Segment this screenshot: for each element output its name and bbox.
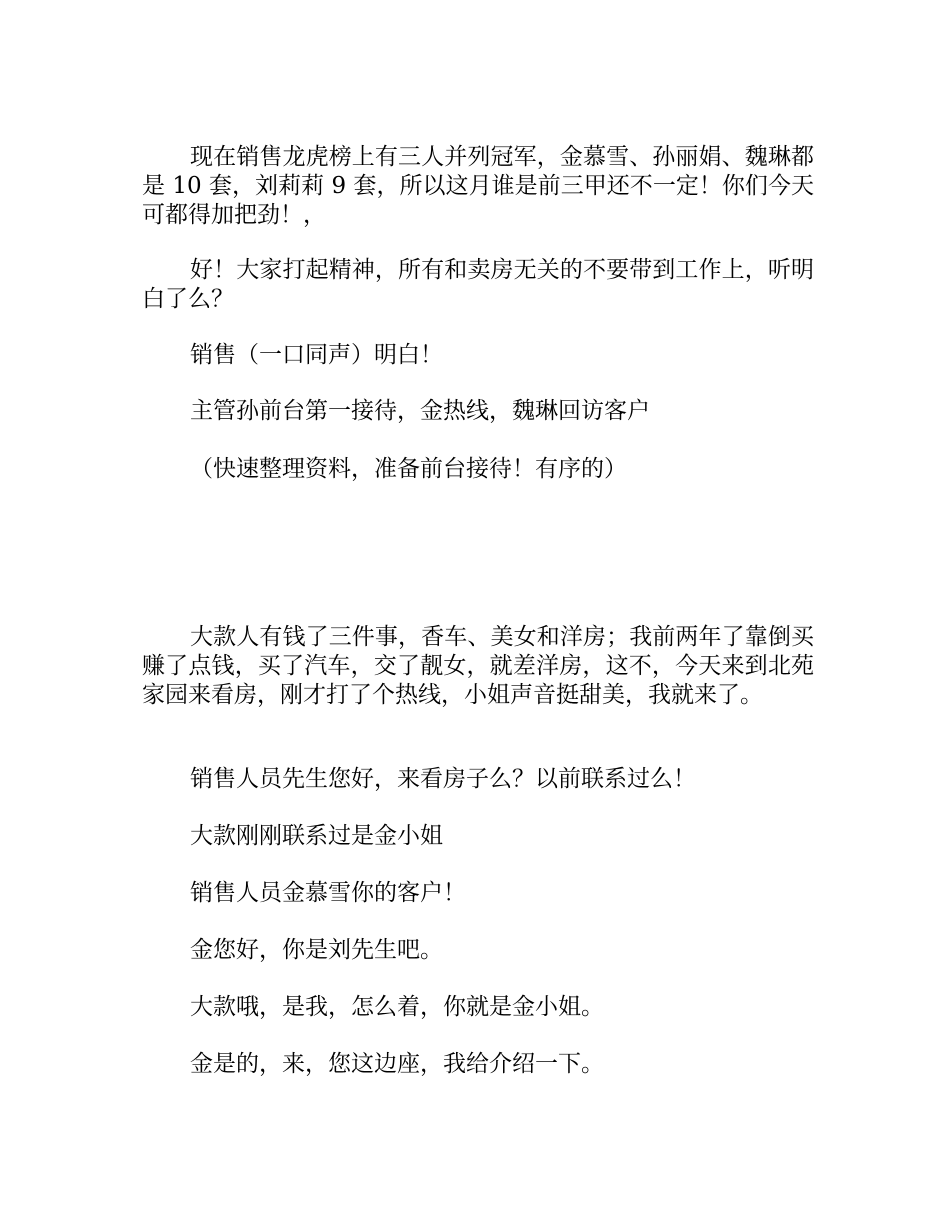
paragraph-jin-invite: 金是的，来，您这边座，我给介绍一下。 xyxy=(190,1051,604,1077)
paragraph-sales-reply: 销售（一口同声）明白！ xyxy=(190,342,443,368)
paragraph-rich-man-confirm: 大款哦，是我，怎么着，你就是金小姐。 xyxy=(190,994,604,1020)
paragraph-assignments: 主管孙前台第一接待，金热线，魏琳回访客户 xyxy=(190,398,650,424)
paragraph-sales-call-jin: 销售人员金慕雪你的客户！ xyxy=(190,880,466,906)
paragraph-jin-greeting: 金您好，你是刘先生吧。 xyxy=(190,937,443,963)
paragraph-cheer-up: 好！大家打起精神，所有和卖房无关的不要带到工作上，听明白了么？ xyxy=(142,257,814,312)
paragraph-sales-greeting: 销售人员先生您好，来看房子么？以前联系过么！ xyxy=(190,766,696,792)
paragraph-stage-direction: （快速整理资料，准备前台接待！有序的） xyxy=(190,456,627,482)
paragraph-rich-man-monologue: 大款人有钱了三件事，香车、美女和洋房；我前两年了靠倒买赚了点钱，买了汽车，交了靓女，就差洋房，这不，今天来到北苑家园来看房，刚才打了个热线，小姐声音挺甜美，我就来了。 xyxy=(142,624,814,708)
paragraph-rich-man-reply: 大款刚刚联系过是金小姐 xyxy=(190,823,443,849)
paragraph-sales-ranking: 现在销售龙虎榜上有三人并列冠军，金慕雪、孙丽娟、魏琳都是 10 套，刘莉莉 9 套，所以这月谁是前三甲还不一定！你们今天可都得加把劲！， xyxy=(142,144,814,228)
